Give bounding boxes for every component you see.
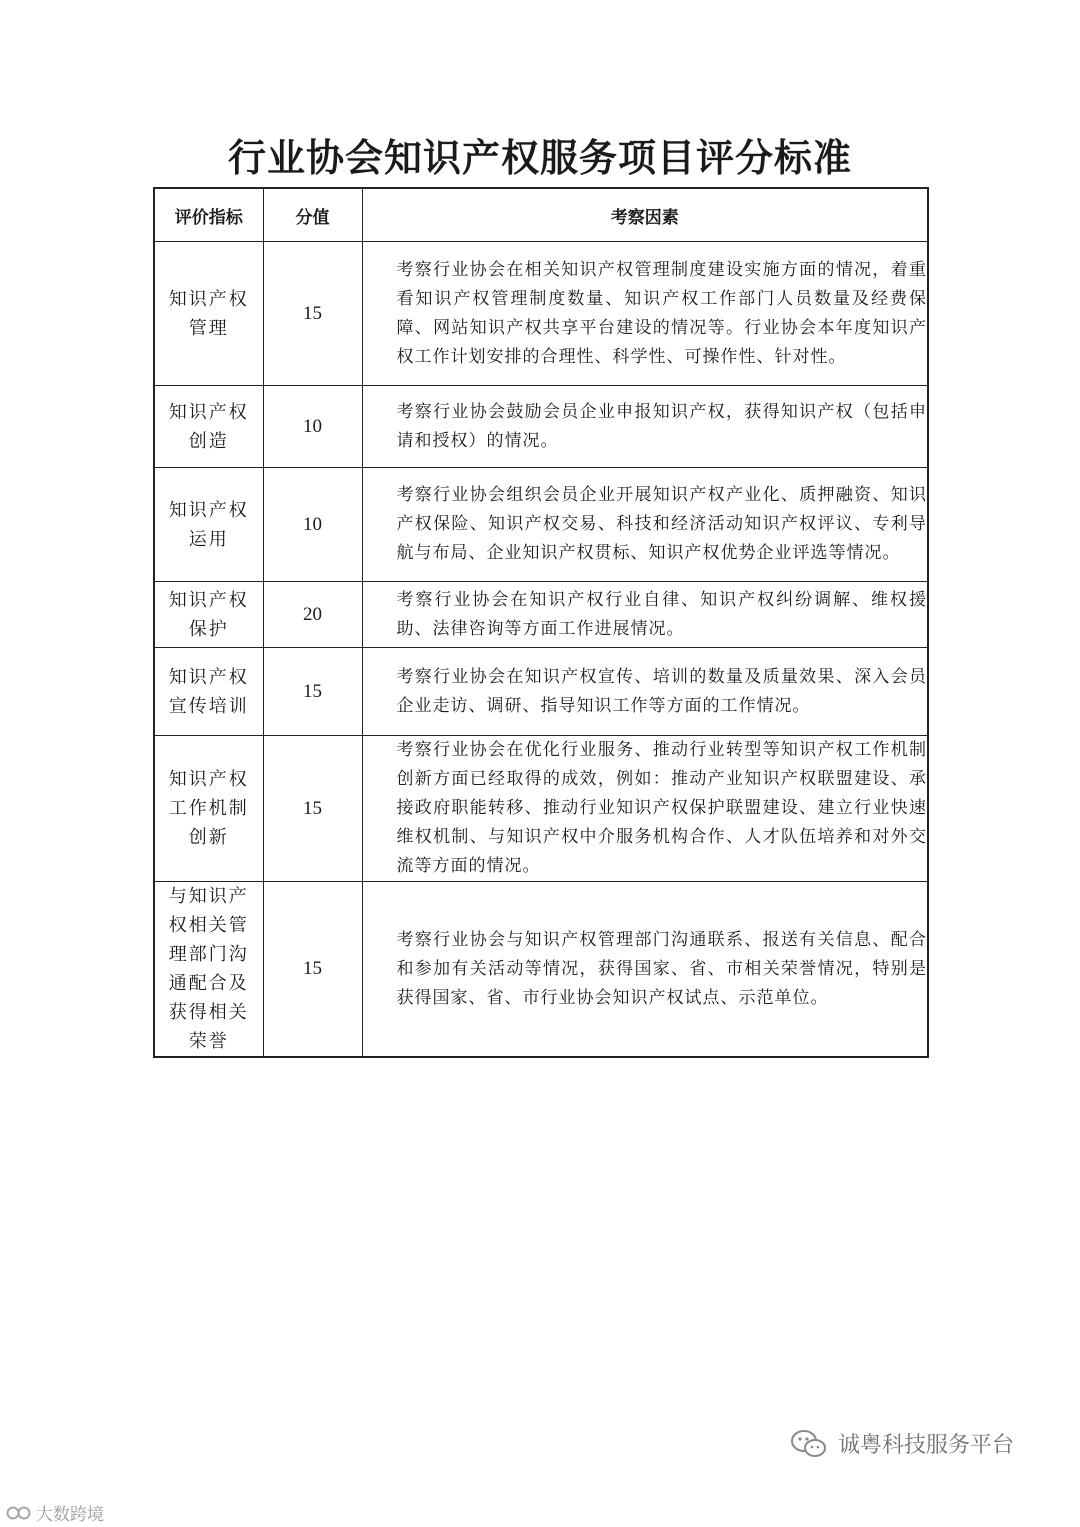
table-row [154,242,928,386]
table-row [154,736,928,882]
row-indicator: 与知识产权相关管理部门沟通配合及获得相关荣誉 [168,886,249,1052]
bigdata-logo-icon [6,1504,32,1522]
header-indicator: 评价指标 [154,188,263,242]
row-score: 15 [263,736,362,882]
table-header-row [154,188,928,242]
row-score: 15 [263,648,362,736]
row-factors-text: 考察行业协会在优化行业服务、推动行业转型等知识产权工作机制创新方面已经取得的成效，例如：推动产业知识产权联盟建设、承接政府职能转移、推动行业知识产权保护联盟建设、建立行业快速维权机制、与知识产权中介服务机构合作、人才队伍培养和对外交流等方面的情况。 [396,740,927,876]
table-row [154,386,928,468]
source-watermark-text: 大数跨境 [36,1505,104,1525]
row-score: 15 [263,882,362,1058]
wechat-icon [790,1429,828,1459]
row-factors [362,648,928,736]
row-factors [362,882,928,1058]
row-factors [362,468,928,582]
row-factors-text: 考察行业协会组织会员企业开展知识产权产业化、质押融资、知识产权保险、知识产权交易、科技和经济活动知识产权评议、专利导航与布局、企业知识产权贯标、知识产权优势企业评选等情况。 [396,485,927,563]
table-row [154,648,928,736]
row-factors-text: 考察行业协会在相关知识产权管理制度建设实施方面的情况，着重看知识产权管理制度数量、知识产权工作部门人员数量及经费保障、网站知识产权共享平台建设的情况等。行业协会本年度知识产权工作计划安排的合理性、科学性、可操作性、针对性。 [396,259,927,367]
row-indicator: 知识产权创造 [168,401,249,452]
row-score: 20 [263,582,362,648]
row-factors-text: 考察行业协会在知识产权行业自律、知识产权纠纷调解、维权援助、法律咨询等方面工作进展情况。 [396,589,927,639]
wechat-watermark [790,1428,1014,1459]
table-row [154,468,928,582]
row-score: 10 [263,468,362,582]
header-factors: 考察因素 [362,188,928,242]
table-row [154,882,928,1058]
row-score: 10 [263,386,362,468]
table-row [154,582,928,648]
row-factors-text: 考察行业协会鼓励会员企业申报知识产权，获得知识产权（包括申请和授权）的情况。 [396,401,927,451]
row-indicator: 知识产权工作机制创新 [168,769,249,848]
row-indicator: 知识产权宣传培训 [168,666,249,717]
wechat-account-name: 诚粤科技服务平台 [838,1433,1015,1458]
source-watermark [6,1500,104,1525]
row-factors [362,242,928,386]
row-indicator: 知识产权管理 [168,288,249,339]
row-indicator: 知识产权运用 [168,499,249,550]
row-score: 15 [263,242,362,386]
row-indicator: 知识产权保护 [168,589,249,640]
scoring-table [153,187,929,1058]
row-factors-text: 考察行业协会与知识产权管理部门沟通联系、报送有关信息、配合和参加有关活动等情况，获得国家、省、市相关荣誉情况，特别是获得国家、省、市行业协会知识产权试点、示范单位。 [396,929,927,1008]
row-factors [362,736,928,882]
page-title: 行业协会知识产权服务项目评分标准 [227,136,852,180]
row-factors [362,386,928,468]
row-factors [362,582,928,648]
row-factors-text: 考察行业协会在知识产权宣传、培训的数量及质量效果、深入会员企业走访、调研、指导知识工作等方面的工作情况。 [396,666,927,716]
header-score: 分值 [263,188,362,242]
